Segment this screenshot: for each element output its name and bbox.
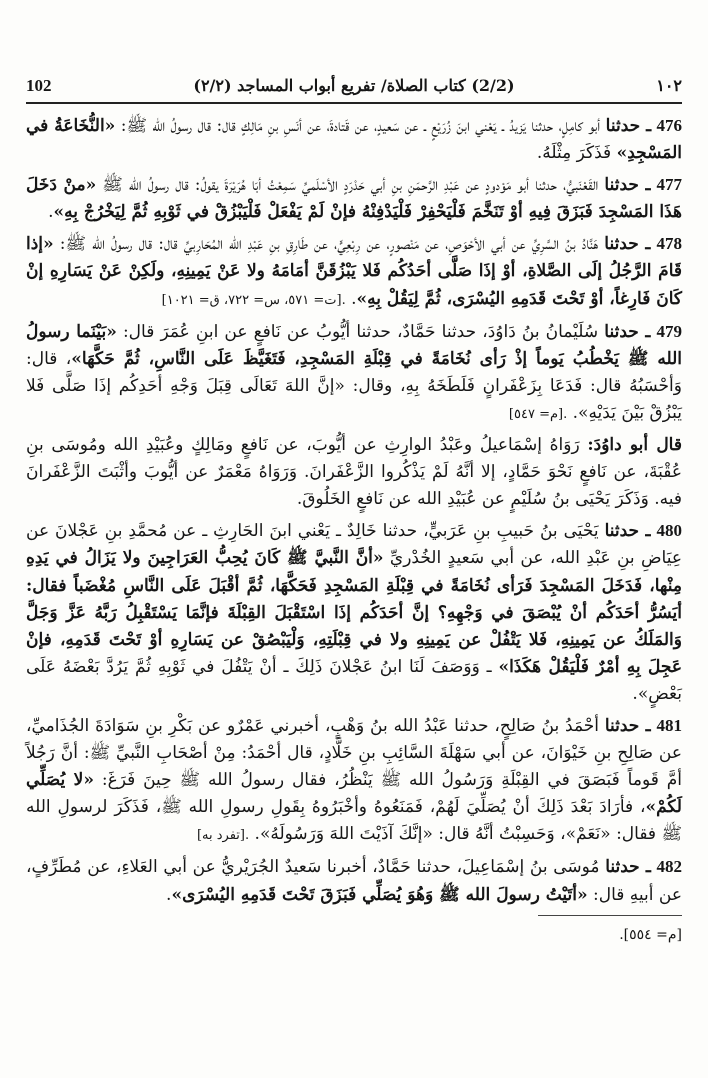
hadith-tail: . <box>166 884 172 905</box>
isnad-label: ـ حدثنا <box>605 857 651 878</box>
hadith-entry-481 <box>26 712 682 849</box>
isnad-text: القَعْنَبيُّ، حدثنا أبو مَوْدودٍ عن عَبْدِ الرَّحمَنِ بنِ أبي حَدْرَدٍ الأسْلَميِّ سَمِعْتُ أبَا هُرَيْرَةَ يقولُ: قال رسولُ الله ﷺ <box>96 175 605 196</box>
hadith-text: «النُّخَاعَةُ في المَسْجِدِ» <box>26 116 682 164</box>
isnad-label: ـ حدثنا <box>604 175 651 196</box>
page-body <box>26 112 682 949</box>
hadith-entry-478 <box>26 230 682 313</box>
hadith-text: «أنَّ النَّبيَّ ﷺ كَانَ يُحِبُّ العَرَاجِينَ ولا يَزَالُ في يَدِهِ مِنْها، فَدَخَلَ المَسْجِدَ فَرَأى نُخَامَةً في قِبْلَةِ المَسْجِدِ فَحَكَّهَا، ثُمَّ أقْبَلَ عَلَى النَّاسِ مُغْضَباً فقال: أيَسُرُّ أحَدَكُم أنْ يُبْصَقَ في وَجْهِهِ؟ إنَّ أحَدَكُم إذَا اسْتَقْبَلَ القِبْلَةَ فإنَّمَا يَسْتَقْبِلُ رَبَّهُ عَزَّ وَجَلَّ وَالمَلَكُ عن يَمِينِهِ، فَلا يَتْفُلْ عن يَمِينِهِ ولا في قِبْلَتِهِ، وَلْيَبْصُقْ عن يَسَارِهِ أوْ تَحْتَ قَدَمِهِ، فإنْ عَجِلَ بِهِ أمْرٌ فَلْيَقُلْ هَكَذَا» <box>26 548 682 677</box>
hadith-number: 481 <box>656 715 682 735</box>
isnad-text: مُوسَى بنُ إسْمَاعِيلَ، حدثنا حَمَّادٌ، أخبرنا سَعيدٌ الجُرَيْريُّ عن أبي العَلاءِ، عن مُطَرِّفٍ، عن أبيهِ قال: <box>26 857 682 905</box>
hadith-text: «بَيْنَما رسولُ الله ﷺ يَخْطُبُ يَوماً إذْ رَأى نُخَامَةً في قِبْلَةِ المَسْجِدِ، فَتَغَيَّظَ عَلَى النَّاسِ، ثُمَّ حَكَّهَا» <box>26 321 683 369</box>
isnad-text: سُلَيْمانُ بنُ دَاوُدَ، حدثنا حَمَّادٌ، حدثنا أيُّوبُ عن نَافعٍ عن ابنِ عُمَرَ قال: <box>116 321 605 342</box>
hadith-entry-480 <box>26 517 682 708</box>
hadith-number: 478 <box>656 234 683 254</box>
hadith-entry-477 <box>26 171 682 226</box>
page-number-arabic: ١٠٢ <box>656 76 682 95</box>
hadith-entry-479 <box>26 318 682 428</box>
reference-note: [ت= ٥٧١، س= ٧٢٢، ق= ١٠٢١]. <box>161 292 346 308</box>
isnad-text: أحْمَدُ بنُ صَالِحٍ، حدثنا عَبْدُ الله بنُ وَهْبٍ، أخبرني عَمْرٌو عن بَكْرِ بنِ سَوَادَةَ الجُذَاميِّ، عن صَالِحِ بنِ خَيْوَانَ، عن أبي سَهْلَةَ السَّائِبِ بنِ خَلَّادٍ، قال أحْمَدُ: مِنْ أصْحَابِ النَّبيِّ ﷺ: أنَّ رَجُلاً أمَّ قَوماً فَبَصَقَ في القِبْلَةِ وَرَسُولُ الله ﷺ يَنْظُرُ، فقال رسولُ الله ﷺ حِينَ فَرَغَ: <box>26 715 682 791</box>
hadith-number: 476 <box>656 116 682 135</box>
isnad-text: أبو كامِلٍ، حدثنا يَزيدُ ـ يَعْني ابنَ زُرَيْعٍ ـ عن سَعيدٍ، عن قَتادةَ، عن أنَسِ بنِ مَالِكٍ قال: قال رسولُ الله ﷺ: <box>115 116 606 136</box>
hadith-tail: ، فأرَادَ بَعْدَ ذَلِكَ أنْ يُصَلِّيَ لَهُمْ، فَمَنَعُوهُ وأخْبَرُوهُ بِقَولِ رسولِ الله ﷺ، فَذَكَرَ لرسولِ الله ﷺ فقال: «نَعَمْ»، وَحَسِبْتُ أنَّهُ قال: «إنَّكَ آذَيْتَ اللهَ وَرَسُولَهُ». <box>26 797 682 845</box>
page-number: 102 <box>26 76 52 95</box>
page-header <box>26 70 682 104</box>
hadith-text: «منْ دَخَلَ هَذَا المَسْجِدَ فَبَزَقَ فِيهِ أوْ تَنَخَّمَ فَلْيَحْفِرْ فَلْيَدْفِنْهُ فإنْ لَمْ يَفْعَلْ فَلْيَبْزُقْ في ثَوْبِهِ ثُمَّ لِيَخْرُجْ بِهِ» <box>26 175 682 223</box>
hadith-number: 477 <box>656 175 683 195</box>
hadith-tail: ، قال: وَأحْسَبُهُ قال: فَدَعَا بِزَعْفَرانٍ فَلَطَخَهُ بِهِ، وقال: «إنَّ اللهَ تَعَالَى قِبَلَ وَجْهِ أحَدِكُم إذَا صَلَّى فَلا يَبْزُقْ بَيْنَ يَدَيْهِ». <box>26 348 682 423</box>
hadith-text: «أتَيْتُ رسولَ الله ﷺ وَهُوَ يُصَلِّي فَبَزَقَ تَحْتَ قَدَمِهِ اليُسْرَى» <box>171 884 588 905</box>
isnad-label: ـ حدثنا <box>604 521 651 542</box>
hadith-text: «إذا قَامَ الرَّجُلُ إلَى الصَّلاةِ، أوْ إذَا صَلَّى أحَدُكُم فَلا يَبْزُقَنَّ أمَامَهُ ولا عَنْ يَمِينِهِ، ولَكِنْ عَنْ يَسَارِهِ إنْ كَانَ فَارِغاً، أوْ تَحْتَ قَدَمِهِ اليُسْرَى، ثُمَّ لِيَقُلْ بِهِ» <box>26 234 682 309</box>
isnad-text: هَنَّادُ بنُ السَّرِيِّ عن أبي الأحْوَصِ، عن مَنْصورٍ، عن رِبْعِيٍّ، عن طَارِقِ بنِ عَبْدِ الله المُحَارِبيِّ قال: قال رسولُ الله ﷺ: <box>53 234 605 255</box>
note-text: رَوَاهُ إسْمَاعيلُ وعَبْدُ الوارِثِ عن أيُّوبَ، عن نَافعٍ ومَالِكٍ وعُبَيْدِ الله ومُوسَى بنِ عُقْبَةَ، عن نَافعٍ نَحْوَ حَمَّادٍ، إلا أنَّهُ لَمْ يَذْكُروا الزَّعْفَرانَ. وَرَوَاهُ مَعْمَرٌ عن أيُّوبَ وأثْبَتَ الزَّعْفَرانَ فيه. وَذَكَرَ يَحْيَى بنُ سُلَيْمٍ عن عُبَيْدِ الله عن نَافعٍ الخَلُوقَ. <box>26 435 682 510</box>
isnad-label: ـ حدثنا <box>605 116 652 136</box>
running-title: (2/2) كتاب الصلاة/ تفريع أبواب المساجد (٢/٢) <box>193 76 515 95</box>
isnad-label: ـ حدثنا <box>604 715 651 736</box>
isnad-text: يَحْيَى بنُ حَبيبِ بنِ عَرَبيٍّ، حدثنا خَالِدٌ ـ يَعْني ابنَ الحَارِثِ ـ عن مُحمَّدِ بنِ عَجْلانَ عن عِيَاضِ بنِ عَبْدِ الله، عن أبي سَعيدٍ الخُدْريِّ <box>26 521 682 569</box>
hadith-tail: ـ وَوَصَفَ لَنَا ابنُ عَجْلانَ ذَلِكَ ـ أنْ يَتْفُلَ في ثَوْبِهِ ثُمَّ يَرُدَّ بَعْضَهُ عَلَى بَعْضٍ». <box>26 656 682 704</box>
footnote-reference: [م= ٥٥٤]. <box>538 915 682 949</box>
hadith-text: «لا يُصَلِّي لَكُمْ» <box>26 770 682 818</box>
hadith-tail: فَذَكَرَ مِثْلَهُ. <box>536 143 617 164</box>
reference-note: [تفرد به]. <box>196 828 250 844</box>
hadith-number: 482 <box>656 857 682 877</box>
note-label: قال أبو داوُدَ: <box>587 435 682 456</box>
hadith-number: 479 <box>656 321 683 341</box>
abudawud-note <box>26 432 682 513</box>
reference-note: [م= ٥٤٧]. <box>508 406 568 422</box>
hadith-tail: . <box>48 202 54 223</box>
isnad-label: ـ حدثنا <box>604 321 651 342</box>
hadith-entry-482 <box>26 853 682 908</box>
hadith-entry-476 <box>26 112 682 167</box>
hadith-number: 480 <box>656 521 682 541</box>
isnad-label: ـ حدثنا <box>604 234 651 255</box>
hadith-tail: . <box>351 288 357 309</box>
